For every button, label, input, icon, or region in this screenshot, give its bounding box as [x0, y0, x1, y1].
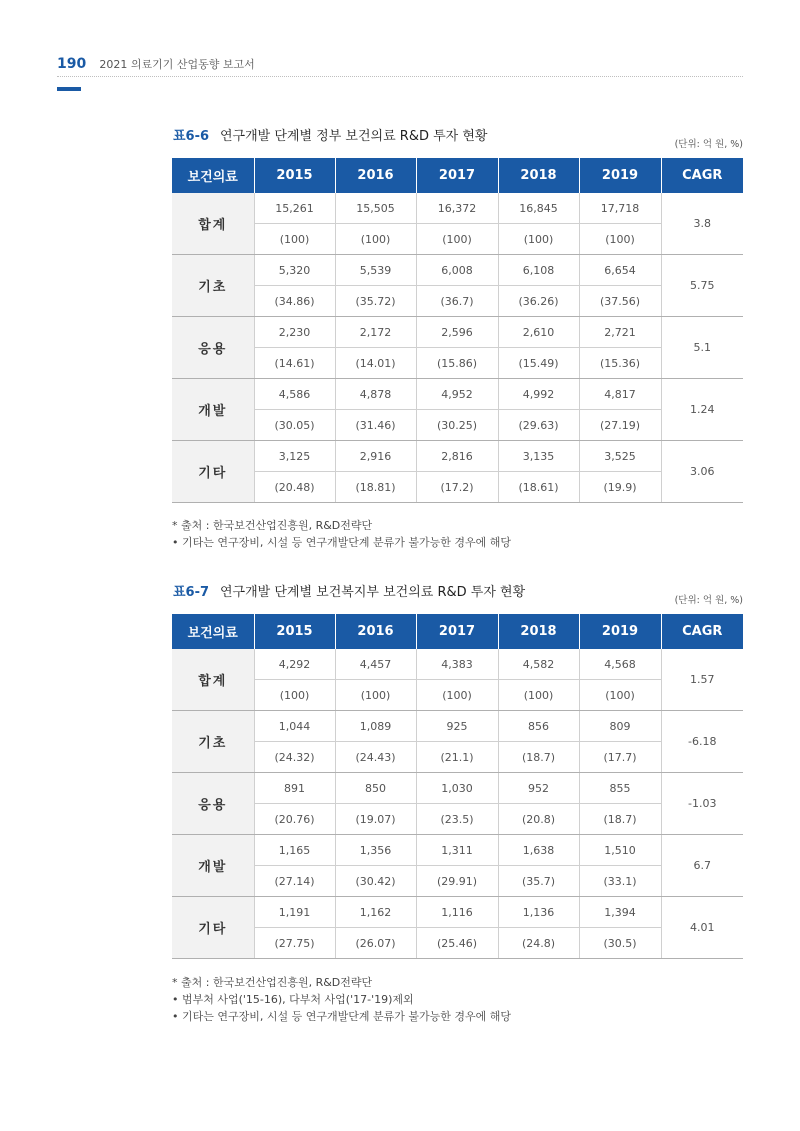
cagr-cell: 4.01 — [661, 897, 743, 959]
share-cell: (30.5) — [579, 928, 661, 959]
cagr-cell: -6.18 — [661, 711, 743, 773]
value-cell: 891 — [254, 773, 335, 804]
value-cell: 1,191 — [254, 897, 335, 928]
row-category: 개발 — [172, 835, 254, 897]
value-cell: 1,089 — [335, 711, 416, 742]
share-cell: (15.36) — [579, 348, 661, 379]
data-table — [172, 614, 743, 959]
cagr-cell: 3.06 — [661, 441, 743, 503]
value-cell: 925 — [416, 711, 498, 742]
share-cell: (14.61) — [254, 348, 335, 379]
share-cell: (36.7) — [416, 286, 498, 317]
table-row — [172, 317, 743, 348]
cagr-cell: 1.24 — [661, 379, 743, 441]
share-cell: (30.05) — [254, 410, 335, 441]
page-header — [57, 53, 743, 75]
table-title: 연구개발 단계별 보건복지부 보건의료 R&D 투자 현황 — [220, 585, 526, 600]
value-cell: 15,261 — [254, 193, 335, 224]
value-cell: 2,610 — [498, 317, 579, 348]
value-cell: 2,230 — [254, 317, 335, 348]
table-row — [172, 224, 743, 255]
page-number: 190 — [57, 56, 87, 72]
table-number: 표6-7 — [173, 585, 210, 600]
share-cell: (30.42) — [335, 866, 416, 897]
share-cell: (33.1) — [579, 866, 661, 897]
share-cell: (26.07) — [335, 928, 416, 959]
value-cell: 952 — [498, 773, 579, 804]
value-cell: 1,165 — [254, 835, 335, 866]
value-cell: 4,992 — [498, 379, 579, 410]
row-category: 기타 — [172, 897, 254, 959]
table-row — [172, 835, 743, 866]
note-line: • 기타는 연구장비, 시설 등 연구개발단계 분류가 불가능한 경우에 해당 — [172, 1010, 511, 1023]
column-header: CAGR — [661, 158, 743, 193]
value-cell: 6,654 — [579, 255, 661, 286]
share-cell: (29.91) — [416, 866, 498, 897]
table-number: 표6-6 — [173, 129, 210, 144]
table-6-7-notes — [172, 974, 743, 1025]
share-cell: (27.19) — [579, 410, 661, 441]
value-cell: 4,817 — [579, 379, 661, 410]
share-cell: (18.7) — [579, 804, 661, 835]
share-cell: (31.46) — [335, 410, 416, 441]
value-cell: 4,582 — [498, 649, 579, 680]
cagr-cell: 5.75 — [661, 255, 743, 317]
share-cell: (30.25) — [416, 410, 498, 441]
column-header: 2018 — [498, 614, 579, 649]
table-row — [172, 255, 743, 286]
table-row — [172, 472, 743, 503]
value-cell: 1,394 — [579, 897, 661, 928]
column-header: 2019 — [579, 614, 661, 649]
table-row — [172, 773, 743, 804]
row-category: 합계 — [172, 649, 254, 711]
share-cell: (29.63) — [498, 410, 579, 441]
value-cell: 15,505 — [335, 193, 416, 224]
share-cell: (20.8) — [498, 804, 579, 835]
value-cell: 1,638 — [498, 835, 579, 866]
share-cell: (19.9) — [579, 472, 661, 503]
table-row — [172, 410, 743, 441]
cagr-cell: -1.03 — [661, 773, 743, 835]
share-cell: (20.48) — [254, 472, 335, 503]
share-cell: (23.5) — [416, 804, 498, 835]
share-cell: (24.43) — [335, 742, 416, 773]
value-cell: 2,816 — [416, 441, 498, 472]
share-cell: (35.7) — [498, 866, 579, 897]
note-line: • 범부처 사업('15-16), 다부처 사업('17-'19)제외 — [172, 993, 414, 1006]
share-cell: (19.07) — [335, 804, 416, 835]
table-caption — [172, 124, 743, 150]
column-header: 보건의료 — [172, 614, 254, 649]
share-cell: (37.56) — [579, 286, 661, 317]
value-cell: 1,356 — [335, 835, 416, 866]
cagr-cell: 6.7 — [661, 835, 743, 897]
cagr-cell: 1.57 — [661, 649, 743, 711]
share-cell: (24.32) — [254, 742, 335, 773]
share-cell: (100) — [579, 224, 661, 255]
share-cell: (15.49) — [498, 348, 579, 379]
share-cell: (17.7) — [579, 742, 661, 773]
column-header: 2017 — [416, 158, 498, 193]
table-row — [172, 866, 743, 897]
value-cell: 1,136 — [498, 897, 579, 928]
share-cell: (100) — [416, 224, 498, 255]
value-cell: 4,292 — [254, 649, 335, 680]
value-cell: 1,030 — [416, 773, 498, 804]
value-cell: 2,596 — [416, 317, 498, 348]
share-cell: (100) — [579, 680, 661, 711]
value-cell: 2,916 — [335, 441, 416, 472]
value-cell: 2,172 — [335, 317, 416, 348]
column-header: 2017 — [416, 614, 498, 649]
share-cell: (27.14) — [254, 866, 335, 897]
cagr-cell: 3.8 — [661, 193, 743, 255]
column-header: 2015 — [254, 614, 335, 649]
share-cell: (17.2) — [416, 472, 498, 503]
table-title: 연구개발 단계별 정부 보건의료 R&D 투자 현황 — [220, 129, 488, 144]
table-row — [172, 193, 743, 224]
table-row — [172, 711, 743, 742]
share-cell: (14.01) — [335, 348, 416, 379]
table-row — [172, 379, 743, 410]
column-header: 2016 — [335, 158, 416, 193]
share-cell: (21.1) — [416, 742, 498, 773]
column-header: 2019 — [579, 158, 661, 193]
value-cell: 1,311 — [416, 835, 498, 866]
share-cell: (18.7) — [498, 742, 579, 773]
share-cell: (18.81) — [335, 472, 416, 503]
note-line: * 출처 : 한국보건산업진흥원, R&D전략단 — [172, 976, 373, 989]
share-cell: (18.61) — [498, 472, 579, 503]
share-cell: (34.86) — [254, 286, 335, 317]
value-cell: 4,586 — [254, 379, 335, 410]
table-header-row — [172, 614, 743, 649]
table-6-7-section — [172, 580, 743, 959]
share-cell: (100) — [335, 680, 416, 711]
share-cell: (20.76) — [254, 804, 335, 835]
table-unit: (단위: 억 원, %) — [674, 139, 743, 150]
table-row — [172, 649, 743, 680]
value-cell: 1,510 — [579, 835, 661, 866]
column-header: 2015 — [254, 158, 335, 193]
table-header-row — [172, 158, 743, 193]
row-category: 기초 — [172, 255, 254, 317]
column-header: 2018 — [498, 158, 579, 193]
row-category: 합계 — [172, 193, 254, 255]
table-row — [172, 804, 743, 835]
column-header: CAGR — [661, 614, 743, 649]
share-cell: (100) — [254, 680, 335, 711]
value-cell: 1,116 — [416, 897, 498, 928]
share-cell: (100) — [335, 224, 416, 255]
value-cell: 4,457 — [335, 649, 416, 680]
share-cell: (27.75) — [254, 928, 335, 959]
accent-bar — [57, 87, 81, 91]
column-header: 보건의료 — [172, 158, 254, 193]
value-cell: 3,525 — [579, 441, 661, 472]
row-category: 기초 — [172, 711, 254, 773]
value-cell: 1,044 — [254, 711, 335, 742]
value-cell: 3,135 — [498, 441, 579, 472]
column-header: 2016 — [335, 614, 416, 649]
value-cell: 855 — [579, 773, 661, 804]
share-cell: (24.8) — [498, 928, 579, 959]
row-category: 개발 — [172, 379, 254, 441]
value-cell: 850 — [335, 773, 416, 804]
value-cell: 2,721 — [579, 317, 661, 348]
running-title: 2021 의료기기 산업동향 보고서 — [99, 58, 255, 71]
table-row — [172, 897, 743, 928]
row-category: 응용 — [172, 317, 254, 379]
share-cell: (100) — [416, 680, 498, 711]
share-cell: (100) — [498, 224, 579, 255]
value-cell: 16,372 — [416, 193, 498, 224]
value-cell: 856 — [498, 711, 579, 742]
note-line: * 출처 : 한국보건산업진흥원, R&D전략단 — [172, 519, 373, 532]
share-cell: (100) — [498, 680, 579, 711]
cagr-cell: 5.1 — [661, 317, 743, 379]
share-cell: (36.26) — [498, 286, 579, 317]
table-row — [172, 286, 743, 317]
value-cell: 3,125 — [254, 441, 335, 472]
table-row — [172, 441, 743, 472]
table-caption — [172, 580, 743, 606]
share-cell: (15.86) — [416, 348, 498, 379]
table-row — [172, 928, 743, 959]
value-cell: 4,952 — [416, 379, 498, 410]
value-cell: 5,539 — [335, 255, 416, 286]
row-category: 응용 — [172, 773, 254, 835]
value-cell: 16,845 — [498, 193, 579, 224]
value-cell: 6,008 — [416, 255, 498, 286]
value-cell: 1,162 — [335, 897, 416, 928]
table-6-6-section — [172, 124, 743, 503]
share-cell: (35.72) — [335, 286, 416, 317]
value-cell: 4,383 — [416, 649, 498, 680]
value-cell: 5,320 — [254, 255, 335, 286]
value-cell: 17,718 — [579, 193, 661, 224]
note-line: • 기타는 연구장비, 시설 등 연구개발단계 분류가 불가능한 경우에 해당 — [172, 536, 511, 549]
value-cell: 809 — [579, 711, 661, 742]
share-cell: (25.46) — [416, 928, 498, 959]
table-row — [172, 680, 743, 711]
value-cell: 4,878 — [335, 379, 416, 410]
table-unit: (단위: 억 원, %) — [674, 595, 743, 606]
table-6-6-notes — [172, 517, 743, 551]
header-divider — [57, 76, 743, 77]
table-row — [172, 742, 743, 773]
share-cell: (100) — [254, 224, 335, 255]
row-category: 기타 — [172, 441, 254, 503]
data-table — [172, 158, 743, 503]
table-row — [172, 348, 743, 379]
value-cell: 4,568 — [579, 649, 661, 680]
value-cell: 6,108 — [498, 255, 579, 286]
